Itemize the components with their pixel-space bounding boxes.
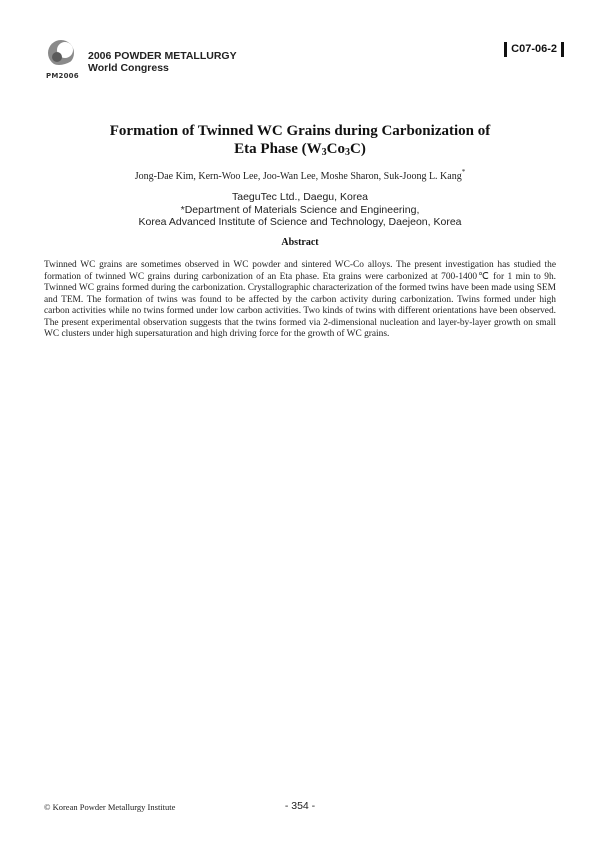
author-names: Jong-Dae Kim, Kern-Woo Lee, Joo-Wan Lee, Moshe Sharon, Suk-Joong L. Kang — [134, 171, 462, 182]
title-line-1: Formation of Twinned WC Grains during Carbonization of — [109, 123, 491, 139]
title-text-part: Eta Phase (W — [234, 141, 322, 157]
copyright-notice: © Korean Powder Metallurgy Institute — [44, 802, 176, 812]
corresponding-mark: * — [461, 168, 466, 176]
logo-caption: PM2006 — [46, 72, 79, 80]
abstract-heading: Abstract — [281, 237, 319, 248]
title-text-part: Co — [326, 141, 345, 157]
title-subscript: 3 — [321, 147, 327, 158]
title-subscript: 3 — [345, 147, 350, 158]
affiliation-line: TaeguTec Ltd., Daegu, Korea — [231, 191, 368, 203]
title-line-2 — [0, 140, 600, 162]
page-number: - 354 - — [284, 800, 316, 812]
congress-line-1: 2006 POWDER METALLURGY — [88, 50, 237, 62]
affiliation-line: *Department of Materials Science and Engineering, — [180, 203, 420, 216]
page-header — [44, 38, 564, 88]
abstract-body: Twinned WC grains are sometimes observed in WC powder and sintered WC-Co alloys. The present investigation has studied the formation of twinned WC grains during carbonization of an Eta phase. Eta grains were carbonized at 700-1400℃ for 1 min to 9h. Twinned WC grains formed during the carbonization. Crystallographic characterization of the formed twins have been made using SEM and TEM. The formation of twins was found to be affected by the carbon activity during carbonization. Twins formed under high carbon activities while no twins formed under low carbon activities. Two kinds of twins with different orientations have been observed. The present experimental observation suggests that the twins formed via 2-dimensional nucleation and layer-by-layer growth on small WC clusters under high supersaturation and high driving force for the growth of WC grains. — [44, 260, 556, 339]
affiliations — [0, 191, 600, 229]
title-text-part: C) — [350, 141, 366, 157]
paper-code-badge: C07-06-2 — [504, 42, 564, 57]
affiliation-line: Korea Advanced Institute of Science and Technology, Daejeon, Korea — [138, 216, 462, 228]
congress-line-2: World Congress — [88, 62, 169, 74]
paper-title — [0, 122, 600, 162]
author-list — [0, 168, 600, 182]
congress-name — [88, 50, 237, 74]
swirl-logo-icon — [44, 38, 84, 72]
